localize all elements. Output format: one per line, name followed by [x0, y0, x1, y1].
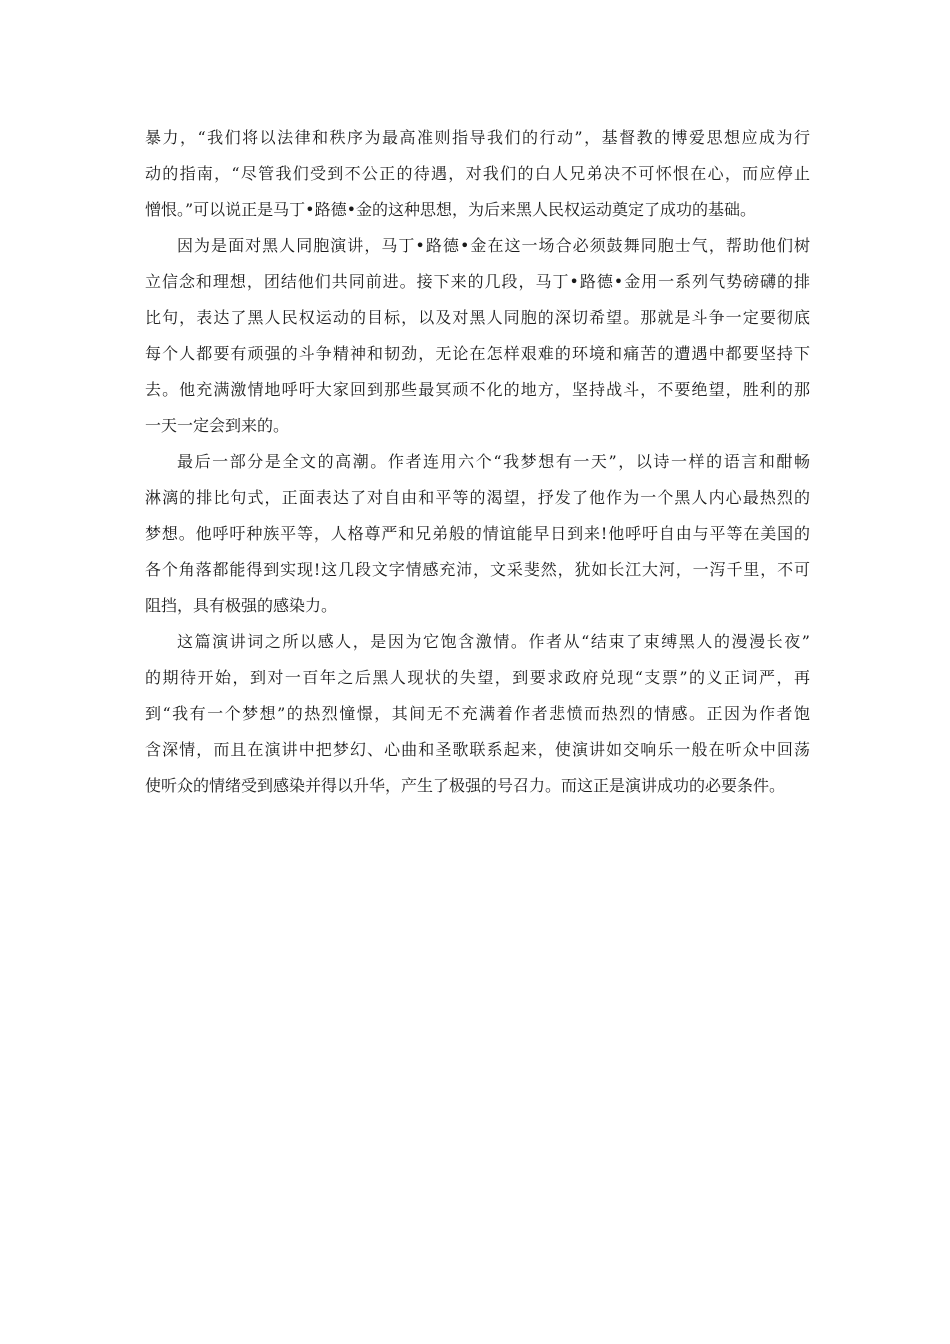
- paragraph-line: 动的指南，“尽管我们受到不公正的待遇，对我们的白人兄弟决不可怀恨在心，而应停止: [145, 164, 810, 183]
- body-text: [145, 120, 810, 804]
- paragraph-line: 梦想。他呼吁种族平等，人格尊严和兄弟般的情谊能早日到来!他呼吁自由与平等在美国的: [145, 524, 810, 543]
- paragraph-line: 最后一部分是全文的高潮。作者连用六个“我梦想有一天”，以诗一样的语言和酣畅: [177, 452, 810, 471]
- paragraph-2: [145, 228, 810, 444]
- paragraph-3: [145, 444, 810, 624]
- paragraph-line: 去。他充满激情地呼吁大家回到那些最冥顽不化的地方，坚持战斗，不要绝望，胜利的那: [145, 380, 810, 399]
- paragraph-line: 各个角落都能得到实现!这几段文字情感充沛，文采斐然，犹如长江大河，一泻千里，不可: [145, 560, 810, 579]
- paragraph-line: 立信念和理想，团结他们共同前进。接下来的几段，马丁•路德•金用一系列气势磅礴的排: [145, 272, 810, 291]
- paragraph-line: 一天一定会到来的。: [145, 416, 290, 435]
- paragraph-line: 憎恨。”可以说正是马丁•路德•金的这种思想，为后来黑人民权运动奠定了成功的基础。: [145, 200, 757, 219]
- paragraph-4: [145, 624, 810, 804]
- paragraph-line: 使听众的情绪受到感染并得以升华，产生了极强的号召力。而这正是演讲成功的必要条件。: [145, 776, 786, 795]
- paragraph-line: 暴力，“我们将以法律和秩序为最高准则指导我们的行动”，基督教的博爱思想应成为行: [145, 128, 810, 147]
- paragraph-line: 因为是面对黑人同胞演讲，马丁•路德•金在这一场合必须鼓舞同胞士气，帮助他们树: [177, 236, 810, 255]
- paragraph-line: 含深情，而且在演讲中把梦幻、心曲和圣歌联系起来，使演讲如交响乐一般在听众中回荡: [145, 740, 810, 759]
- paragraph-line: 每个人都要有顽强的斗争精神和韧劲，无论在怎样艰难的环境和痛苦的遭遇中都要坚持下: [145, 344, 810, 363]
- paragraph-line: 的期待开始，到对一百年之后黑人现状的失望，到要求政府兑现“支票”的义正词严，再: [145, 668, 810, 687]
- paragraph-line: 到“我有一个梦想”的热烈憧憬，其间无不充满着作者悲愤而热烈的情感。正因为作者饱: [145, 704, 810, 723]
- paragraph-line: 阻挡，具有极强的感染力。: [145, 596, 338, 615]
- paragraph-line: 比句，表达了黑人民权运动的目标，以及对黑人同胞的深切希望。那就是斗争一定要彻底: [145, 308, 810, 327]
- paragraph-line: 淋漓的排比句式，正面表达了对自由和平等的渴望，抒发了他作为一个黑人内心最热烈的: [145, 488, 810, 507]
- paragraph-line: 这篇演讲词之所以感人，是因为它饱含激情。作者从“结束了束缚黑人的漫漫长夜”: [177, 632, 810, 651]
- paragraph-1: [145, 120, 810, 228]
